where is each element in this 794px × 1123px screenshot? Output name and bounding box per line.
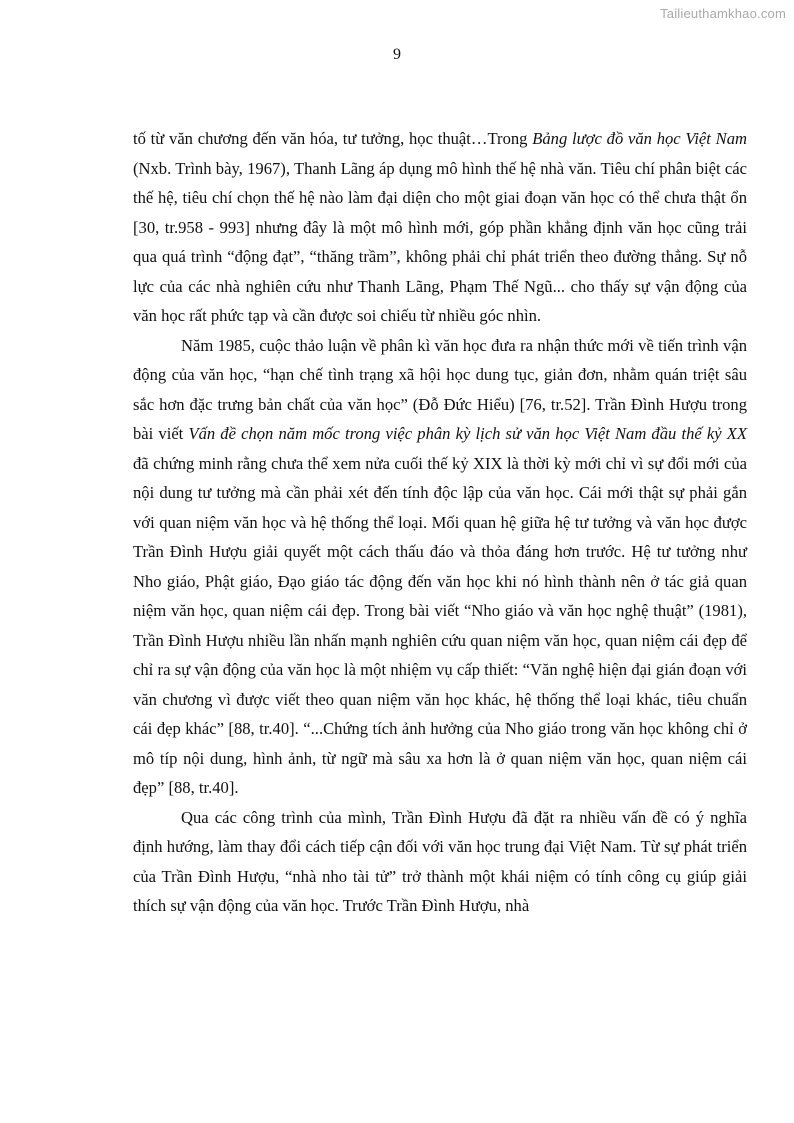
paragraph-2-article-title: Vấn đề chọn năm mốc trong việc phân kỳ lịch sử văn học Việt Nam đầu thế kỷ XX	[188, 424, 748, 443]
paragraph-3	[133, 803, 747, 921]
paragraph-1-text-1: tố từ văn chương đến văn hóa, tư tưởng, học thuật…Trong	[133, 129, 533, 148]
paragraph-2	[133, 331, 747, 803]
document-body	[133, 124, 747, 921]
paragraph-2-text-2: đã chứng minh rằng chưa thể xem nửa cuối thế kỷ XIX là thời kỳ mới chỉ vì sự đổi mới của nội dung tư tưởng mà cần phải xét đến tính độc lập của văn học. Cái mới thật sự phải gắn với quan niệm văn học và hệ thống thể loại. Mối quan hệ giữa hệ tư tưởng và văn học được Trần Đình Hượu giải quyết một cách thấu đáo và thỏa đáng hơn trước. Hệ tư tưởng như Nho giáo, Phật giáo, Đạo giáo tác động đến văn học khi nó hình thành nên ở tác giả quan niệm văn học, quan niệm cái đẹp. Trong bài viết “Nho giáo và văn học nghệ thuật” (1981), Trần Đình Hượu nhiều lần nhấn mạnh nghiên cứu quan niệm văn học, quan niệm cái đẹp để chỉ ra sự vận động của văn học là một nhiệm vụ cấp thiết: “Văn nghệ hiện đại gián đoạn với văn chương vì được viết theo quan niệm văn học khác, hệ thống thể loại khác, tiêu chuẩn cái đẹp khác” [88, tr.40]. “...Chứng tích ảnh hưởng của Nho giáo trong văn học không chỉ ở mô típ nội dung, hình ảnh, từ ngữ mà sâu xa hơn là ở quan niệm văn học, quan niệm cái đẹp” [88, tr.40].	[133, 453, 747, 797]
watermark: Tailieuthamkhao.com	[660, 6, 786, 21]
paragraph-1	[133, 124, 747, 331]
paragraph-1-text-2: (Nxb. Trình bày, 1967), Thanh Lãng áp dụng mô hình thế hệ nhà văn. Tiêu chí phân biệt các thế hệ, tiêu chí chọn thế hệ nào làm đại diện cho một giai đoạn văn học có thể chưa thật ổn [30, tr.958 - 993] nhưng đây là một mô hình mới, góp phần khẳng định văn học cũng trải qua quá trình “động đạt”, “thăng trầm”, không phải chỉ phát triển theo đường thẳng. Sự nỗ lực của các nhà nghiên cứu như Thanh Lãng, Phạm Thế Ngũ... cho thấy sự vận động của văn học rất phức tạp và cần được soi chiếu từ nhiều góc nhìn.	[133, 158, 747, 325]
paragraph-3-text-1: Qua các công trình của mình, Trần Đình Hượu đã đặt ra nhiều vấn đề có ý nghĩa định hướng, làm thay đổi cách tiếp cận đối với văn học trung đại Việt Nam. Từ sự phát triển của Trần Đình Hượu, “nhà nho tài tử” trở thành một khái niệm có tính công cụ giúp giải thích sự vận động của văn học. Trước Trần Đình Hượu, nhà	[133, 807, 747, 915]
paragraph-2-text-1: Năm 1985, cuộc thảo luận về phân kì văn học đưa ra nhận thức mới về tiến trình vận động của văn học, “hạn chế tình trạng xã hội học dung tục, giản đơn, nhằm quán triệt sâu sắc hơn đặc trưng bản chất của văn học” (Đỗ Đức Hiểu) [76, tr.52]. Trần Đình Hượu trong bài viết	[133, 335, 747, 443]
page-number: 9	[393, 46, 401, 63]
paragraph-1-book-title: Bảng lược đồ văn học Việt Nam	[532, 129, 748, 148]
